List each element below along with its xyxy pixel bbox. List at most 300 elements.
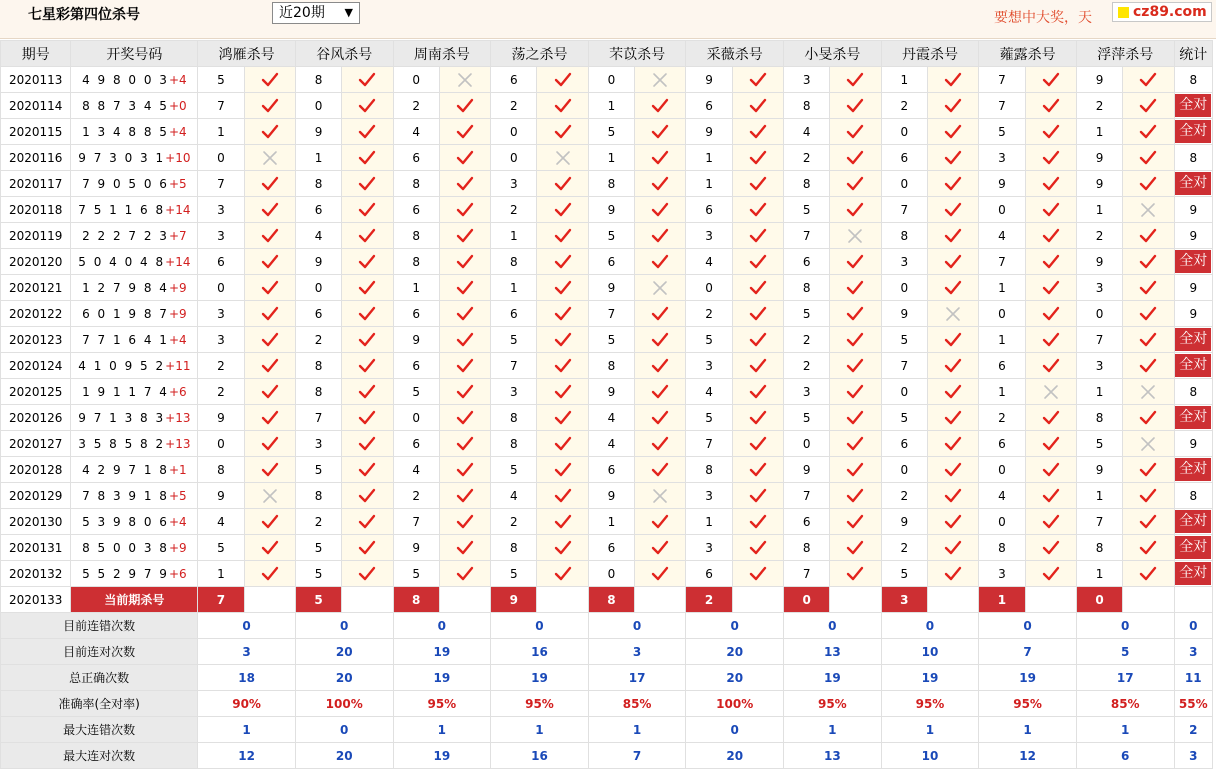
result-mark-cell <box>342 431 393 457</box>
kill-number-cell: 0 <box>881 171 927 197</box>
result-mark-cell <box>732 561 783 587</box>
kill-number-cell: 8 <box>295 379 341 405</box>
kill-number-cell: 4 <box>588 405 634 431</box>
kill-number-cell: 7 <box>784 483 830 509</box>
kill-number-cell: 3 <box>686 223 732 249</box>
result-mark-cell <box>537 457 588 483</box>
kill-number-cell: 9 <box>393 535 439 561</box>
check-icon <box>846 124 864 140</box>
result-mark-cell <box>439 327 490 353</box>
kill-number-cell: 6 <box>295 197 341 223</box>
draw-cell <box>71 197 198 223</box>
result-mark-cell <box>732 67 783 93</box>
result-mark-cell <box>830 67 881 93</box>
stat-value: 0 <box>979 613 1077 639</box>
result-mark-cell <box>537 483 588 509</box>
result-mark-cell <box>830 353 881 379</box>
kill-number-cell: 6 <box>393 301 439 327</box>
kill-number-cell: 6 <box>686 197 732 223</box>
kill-number-cell: 2 <box>491 509 537 535</box>
check-icon <box>846 358 864 374</box>
result-mark-cell <box>830 509 881 535</box>
kill-number-cell: 3 <box>295 431 341 457</box>
result-mark-cell <box>732 431 783 457</box>
check-icon <box>749 410 767 426</box>
kill-number-cell: 1 <box>491 275 537 301</box>
kill-number-cell: 3 <box>491 171 537 197</box>
current-kill-number: 3 <box>881 587 927 613</box>
draw-numbers: 5 0 4 0 4 8 <box>78 254 166 269</box>
kill-number-cell: 3 <box>198 197 244 223</box>
check-icon <box>749 358 767 374</box>
result-mark-cell <box>927 197 978 223</box>
result-mark-cell <box>1025 327 1076 353</box>
stat-value: 10 <box>881 743 979 769</box>
kill-number-cell: 3 <box>1076 353 1122 379</box>
kill-number-cell: 8 <box>491 249 537 275</box>
result-mark-cell <box>1123 275 1174 301</box>
kill-number-cell: 1 <box>1076 379 1122 405</box>
kill-number-cell: 1 <box>1076 197 1122 223</box>
result-mark-cell <box>732 93 783 119</box>
stat-total: 3 <box>1174 743 1212 769</box>
result-mark-cell <box>439 457 490 483</box>
check-icon <box>261 124 279 140</box>
result-mark-cell <box>732 457 783 483</box>
check-icon <box>456 436 474 452</box>
result-mark-cell <box>927 535 978 561</box>
check-icon <box>1139 358 1157 374</box>
result-mark-cell <box>927 483 978 509</box>
kill-number-cell: 5 <box>491 327 537 353</box>
issue-cell: 2020114 <box>1 93 71 119</box>
result-mark-cell <box>244 327 295 353</box>
result-mark-cell <box>1025 535 1076 561</box>
result-mark-cell <box>1025 275 1076 301</box>
kill-number-cell: 7 <box>198 171 244 197</box>
result-mark-cell <box>439 353 490 379</box>
result-mark-cell <box>342 275 393 301</box>
stat-value: 1 <box>784 717 882 743</box>
check-icon <box>261 540 279 556</box>
check-icon <box>261 98 279 114</box>
stat-row <box>1 717 1213 743</box>
table-row <box>1 67 1213 93</box>
kill-number-cell: 0 <box>198 145 244 171</box>
total-value: 8 <box>1189 488 1198 503</box>
draw-cell <box>71 301 198 327</box>
result-mark-cell <box>635 223 686 249</box>
check-icon <box>651 436 669 452</box>
result-mark-cell <box>1123 249 1174 275</box>
result-mark-cell <box>732 275 783 301</box>
check-icon <box>846 254 864 270</box>
draw-cell <box>71 145 198 171</box>
result-mark-cell <box>732 405 783 431</box>
result-mark-cell <box>927 353 978 379</box>
total-cell <box>1174 93 1212 119</box>
kill-number-cell: 1 <box>1076 483 1122 509</box>
result-mark-cell <box>635 457 686 483</box>
result-mark-cell <box>1123 483 1174 509</box>
draw-cell <box>71 93 198 119</box>
kill-number-cell: 8 <box>784 171 830 197</box>
cross-icon <box>456 72 474 88</box>
result-mark-cell <box>1123 535 1174 561</box>
draw-sum: +6 <box>168 384 187 399</box>
result-mark-cell <box>830 327 881 353</box>
result-mark-cell <box>537 171 588 197</box>
stat-value: 5 <box>1076 639 1174 665</box>
check-icon <box>554 254 572 270</box>
total-cell <box>1174 509 1212 535</box>
kill-number-cell: 8 <box>295 483 341 509</box>
result-mark-cell <box>342 405 393 431</box>
chevron-down-icon: ▼ <box>344 6 353 19</box>
table-row <box>1 171 1213 197</box>
draw-numbers: 2 2 2 7 2 3 <box>82 228 169 243</box>
total-cell <box>1174 249 1212 275</box>
result-mark-cell <box>927 457 978 483</box>
stat-value: 100% <box>686 691 784 717</box>
check-icon <box>358 150 376 166</box>
result-mark-cell <box>830 145 881 171</box>
current-issue-cell: 2020133 <box>1 587 71 613</box>
kill-number-cell: 0 <box>784 431 830 457</box>
kill-number-cell: 6 <box>686 93 732 119</box>
kill-number-cell: 3 <box>979 145 1025 171</box>
check-icon <box>651 462 669 478</box>
all-correct-badge: 全对 <box>1175 536 1211 559</box>
stat-total: 11 <box>1174 665 1212 691</box>
check-icon <box>261 462 279 478</box>
result-mark-cell <box>537 249 588 275</box>
draw-numbers: 9 7 3 0 3 1 <box>78 150 166 165</box>
result-mark-cell <box>537 431 588 457</box>
stat-value: 95% <box>881 691 979 717</box>
result-mark-cell <box>537 275 588 301</box>
cross-icon <box>944 306 962 322</box>
col-header-draw: 开奖号码 <box>71 41 198 67</box>
site-logo[interactable] <box>1112 2 1212 22</box>
cross-icon <box>651 72 669 88</box>
kill-number-cell: 5 <box>491 561 537 587</box>
kill-number-cell: 7 <box>491 353 537 379</box>
check-icon <box>1139 540 1157 556</box>
draw-sum: +14 <box>165 202 191 217</box>
kill-number-cell: 9 <box>1076 171 1122 197</box>
kill-number-cell: 4 <box>979 223 1025 249</box>
check-icon <box>749 228 767 244</box>
check-icon <box>554 280 572 296</box>
kill-number-cell: 7 <box>295 405 341 431</box>
kill-number-cell: 4 <box>491 483 537 509</box>
draw-cell <box>71 67 198 93</box>
check-icon <box>1139 488 1157 504</box>
stat-value: 7 <box>588 743 686 769</box>
draw-sum: +9 <box>168 280 187 295</box>
check-icon <box>1042 514 1060 530</box>
check-icon <box>846 462 864 478</box>
check-icon <box>1139 280 1157 296</box>
check-icon <box>651 566 669 582</box>
kill-number-cell: 9 <box>295 249 341 275</box>
current-total-empty <box>1174 587 1212 613</box>
issue-cell: 2020131 <box>1 535 71 561</box>
kill-number-cell: 1 <box>686 509 732 535</box>
draw-sum: +13 <box>165 436 191 451</box>
stat-value: 1 <box>881 717 979 743</box>
stat-value: 0 <box>588 613 686 639</box>
logo-square-icon <box>1118 7 1129 18</box>
draw-cell <box>71 561 198 587</box>
result-mark-cell <box>537 93 588 119</box>
kill-number-cell: 4 <box>784 119 830 145</box>
stat-value: 17 <box>1076 665 1174 691</box>
issue-cell: 2020123 <box>1 327 71 353</box>
result-mark-cell <box>732 327 783 353</box>
current-kill-empty <box>927 587 978 613</box>
kill-number-cell: 6 <box>491 67 537 93</box>
check-icon <box>1042 202 1060 218</box>
result-mark-cell <box>1123 509 1174 535</box>
draw-numbers: 4 2 9 7 1 8 <box>82 462 169 477</box>
draw-sum: +5 <box>168 176 187 191</box>
check-icon <box>749 202 767 218</box>
result-mark-cell <box>244 561 295 587</box>
stat-value: 19 <box>393 665 491 691</box>
result-mark-cell <box>927 223 978 249</box>
result-mark-cell <box>830 561 881 587</box>
check-icon <box>749 332 767 348</box>
result-mark-cell <box>1123 119 1174 145</box>
result-mark-cell <box>635 197 686 223</box>
result-mark-cell <box>439 301 490 327</box>
check-icon <box>261 332 279 348</box>
stat-value: 0 <box>295 717 393 743</box>
issue-cell: 2020126 <box>1 405 71 431</box>
issue-cell: 2020121 <box>1 275 71 301</box>
table-row <box>1 353 1213 379</box>
kill-number-cell: 8 <box>198 457 244 483</box>
total-cell <box>1174 145 1212 171</box>
check-icon <box>651 540 669 556</box>
draw-numbers: 5 3 9 8 0 6 <box>82 514 169 529</box>
kill-number-cell: 0 <box>881 457 927 483</box>
kill-number-cell: 7 <box>784 223 830 249</box>
result-mark-cell <box>439 275 490 301</box>
check-icon <box>944 384 962 400</box>
check-icon <box>261 566 279 582</box>
stat-row <box>1 691 1213 717</box>
kill-number-cell: 0 <box>588 561 634 587</box>
check-icon <box>846 280 864 296</box>
result-mark-cell <box>244 483 295 509</box>
kill-number-cell: 0 <box>979 457 1025 483</box>
check-icon <box>944 228 962 244</box>
draw-sum: +9 <box>168 306 187 321</box>
stat-total: 0 <box>1174 613 1212 639</box>
total-cell <box>1174 483 1212 509</box>
current-kill-empty <box>439 587 490 613</box>
check-icon <box>1042 124 1060 140</box>
check-icon <box>554 228 572 244</box>
draw-sum: +4 <box>168 124 187 139</box>
kill-number-cell: 8 <box>1076 535 1122 561</box>
result-mark-cell <box>439 379 490 405</box>
stat-value: 12 <box>198 743 296 769</box>
check-icon <box>1139 124 1157 140</box>
result-mark-cell <box>732 171 783 197</box>
result-mark-cell <box>342 93 393 119</box>
result-mark-cell <box>439 145 490 171</box>
kill-number-cell: 5 <box>881 327 927 353</box>
result-mark-cell <box>1123 197 1174 223</box>
kill-number-cell: 7 <box>686 431 732 457</box>
current-kill-empty <box>830 587 881 613</box>
result-mark-cell <box>927 67 978 93</box>
kill-number-cell: 5 <box>295 457 341 483</box>
check-icon <box>358 566 376 582</box>
period-select[interactable] <box>272 2 360 24</box>
kill-number-cell: 0 <box>979 197 1025 223</box>
kill-number-cell: 2 <box>881 535 927 561</box>
kill-number-cell: 6 <box>393 197 439 223</box>
cross-icon <box>1139 202 1157 218</box>
check-icon <box>1139 176 1157 192</box>
stat-value: 0 <box>198 613 296 639</box>
result-mark-cell <box>342 509 393 535</box>
check-icon <box>261 254 279 270</box>
stat-label: 最大连对次数 <box>1 743 198 769</box>
kill-number-cell: 8 <box>295 353 341 379</box>
table-body <box>1 67 1213 769</box>
kill-number-cell: 1 <box>979 327 1025 353</box>
result-mark-cell <box>830 275 881 301</box>
draw-sum: +4 <box>168 332 187 347</box>
check-icon <box>261 72 279 88</box>
result-mark-cell <box>1025 483 1076 509</box>
result-mark-cell <box>439 483 490 509</box>
kill-number-cell: 3 <box>686 483 732 509</box>
issue-cell: 2020118 <box>1 197 71 223</box>
result-mark-cell <box>635 509 686 535</box>
check-icon <box>944 462 962 478</box>
kill-number-cell: 2 <box>686 301 732 327</box>
check-icon <box>846 514 864 530</box>
kill-number-cell: 9 <box>1076 145 1122 171</box>
check-icon <box>456 176 474 192</box>
stat-value: 18 <box>198 665 296 691</box>
result-mark-cell <box>537 509 588 535</box>
kill-number-cell: 9 <box>784 457 830 483</box>
kill-number-cell: 7 <box>881 197 927 223</box>
table-row <box>1 119 1213 145</box>
result-mark-cell <box>244 379 295 405</box>
check-icon <box>456 202 474 218</box>
draw-numbers: 1 2 7 9 8 4 <box>82 280 169 295</box>
result-mark-cell <box>537 405 588 431</box>
table-row <box>1 483 1213 509</box>
cross-icon <box>261 488 279 504</box>
check-icon <box>554 488 572 504</box>
kill-number-cell: 3 <box>198 327 244 353</box>
check-icon <box>1139 410 1157 426</box>
check-icon <box>846 306 864 322</box>
cross-icon <box>1139 436 1157 452</box>
kill-number-cell: 2 <box>784 145 830 171</box>
kill-number-cell: 7 <box>881 353 927 379</box>
check-icon <box>1042 462 1060 478</box>
kill-number-cell: 9 <box>393 327 439 353</box>
check-icon <box>846 436 864 452</box>
check-icon <box>944 436 962 452</box>
result-mark-cell <box>342 145 393 171</box>
check-icon <box>1139 306 1157 322</box>
kill-number-cell: 9 <box>198 405 244 431</box>
result-mark-cell <box>732 535 783 561</box>
check-icon <box>554 124 572 140</box>
check-icon <box>651 228 669 244</box>
kill-number-cell: 0 <box>393 67 439 93</box>
draw-sum: +13 <box>165 410 191 425</box>
check-icon <box>358 228 376 244</box>
kill-number-cell: 6 <box>491 301 537 327</box>
col-header-expert: 丹霞杀号 <box>881 41 979 67</box>
kill-number-cell: 7 <box>1076 509 1122 535</box>
check-icon <box>1042 72 1060 88</box>
issue-cell: 2020116 <box>1 145 71 171</box>
stat-value: 7 <box>979 639 1077 665</box>
draw-cell <box>71 483 198 509</box>
stat-label: 准确率(全对率) <box>1 691 198 717</box>
result-mark-cell <box>537 535 588 561</box>
check-icon <box>261 514 279 530</box>
result-mark-cell <box>927 93 978 119</box>
kill-number-cell: 5 <box>784 301 830 327</box>
kill-number-cell: 5 <box>295 561 341 587</box>
draw-numbers: 8 5 0 0 3 8 <box>82 540 169 555</box>
result-mark-cell <box>439 67 490 93</box>
check-icon <box>846 202 864 218</box>
stat-value: 20 <box>295 639 393 665</box>
result-mark-cell <box>635 379 686 405</box>
result-mark-cell <box>732 197 783 223</box>
stat-row <box>1 665 1213 691</box>
stat-value: 3 <box>588 639 686 665</box>
check-icon <box>651 202 669 218</box>
kill-number-cell: 0 <box>979 509 1025 535</box>
issue-cell: 2020117 <box>1 171 71 197</box>
check-icon <box>846 176 864 192</box>
result-mark-cell <box>830 93 881 119</box>
stat-value: 19 <box>393 639 491 665</box>
kill-number-cell: 1 <box>198 561 244 587</box>
draw-cell <box>71 535 198 561</box>
current-period-row <box>1 587 1213 613</box>
current-kill-number: 7 <box>198 587 244 613</box>
check-icon <box>749 176 767 192</box>
draw-sum: +7 <box>168 228 187 243</box>
result-mark-cell <box>732 119 783 145</box>
total-value: 8 <box>1189 150 1198 165</box>
total-cell <box>1174 171 1212 197</box>
result-mark-cell <box>1123 67 1174 93</box>
result-mark-cell <box>439 223 490 249</box>
stat-value: 0 <box>881 613 979 639</box>
result-mark-cell <box>537 145 588 171</box>
check-icon <box>846 332 864 348</box>
